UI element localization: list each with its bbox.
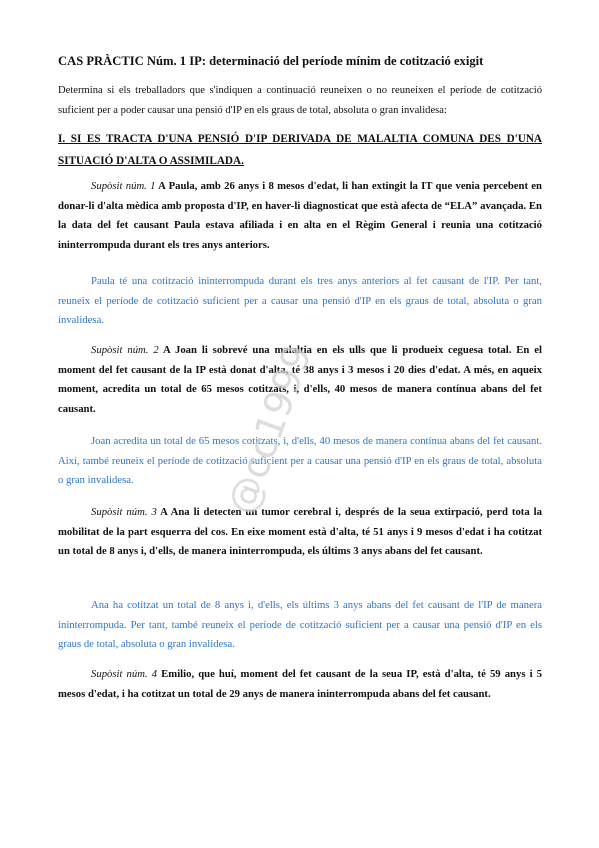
case-3-label: Supòsit núm. 3: [91, 506, 157, 518]
case-3-answer: Ana ha cotitzat un total de 8 anys i, d'ells, els últims 3 anys abans del fet causant de l'IP de manera ininterrompuda. Per tant, també reuneix el període de cotització suficient per a causar una pensió d'IP en els graus de total, absoluta o gran invalidesa.: [58, 599, 542, 651]
case-3-text: A Ana li detecten un tumor cerebral i, després de la seua extirpació, perd tota la mobilitat de la part esquerra del cos. En eixe moment està d'alta, té 51 anys i 9 mesos d'edat i ha cotitzat un total de 8 anys i, d'ells, de manera ininterrompuda, els últims 3 anys abans del fet causant.: [58, 506, 542, 558]
watermark: @cc1999: [218, 339, 321, 521]
case-2-answer: Joan acredita un total de 65 mesos cotitzats, i, d'ells, 40 mesos de manera contínua abans del fet causant. Així, també reuneix el període de cotització suficient per a causar una pensió d'IP en els graus de total, absoluta o gran invalidesa.: [58, 435, 542, 487]
document-title: CAS PRÀCTIC Núm. 1 IP: determinació del període mínim de cotització exigit: [58, 54, 484, 68]
section-heading: I. SI ES TRACTA D'UNA PENSIÓ D'IP DERIVADA DE MALALTIA COMUNA DES D'UNA SITUACIÓ D'ALTA O ASSIMILADA.: [58, 133, 542, 167]
case-1-text: A Paula, amb 26 anys i 8 mesos d'edat, li han extingit la IT que venia percebent en donar-li d'alta mèdica amb proposta d'IP, en haver-li diagnosticat que està afecta de “ELA” avançada. En la data del fet causant Paula estava afiliada i en alta en el Règim General i reunia una cotització ininterrompuda durant els tres anys anteriors.: [58, 180, 542, 251]
intro-paragraph: Determina si els treballadors que s'indiquen a continuació reuneixen o no reuneixen el període de cotització suficient per a poder causar una pensió d'IP en els graus de total, absoluta o gran invalidesa:: [58, 85, 542, 116]
case-3-statement: [58, 503, 542, 562]
case-2-label: Supòsit núm. 2: [91, 344, 159, 356]
case-1-answer: Paula té una cotització ininterrompuda durant els tres anys anteriors al fet causant de l'IP. Per tant, reuneix el període de cotització suficient per a causar una pensió d'IP en els graus de total, absoluta o gran invalidesa.: [58, 275, 542, 327]
case-4-label: Supòsit núm. 4: [91, 668, 158, 680]
case-4-statement: [58, 665, 542, 704]
case-2-text: A Joan li sobrevé una malaltia en els ulls que li produeix ceguesa total. En el moment del fet causant de la IP està donat d'alta, té 38 anys i 3 mesos i 20 dies d'edat. A més, en aqueix moment, acredita un total de 65 mesos cotitzats, i, d'ells, 40 mesos de manera contínua abans del fet causant.: [58, 344, 542, 415]
case-4-text: Emilio, que huí, moment del fet causant de la seua IP, està d'alta, té 59 anys i 5 mesos d'edat, i ha cotitzat un total de 29 anys de manera ininterrompuda abans del fet causant.: [58, 668, 542, 700]
case-1-statement: [58, 177, 542, 255]
case-1-label: Supòsit núm. 1: [91, 180, 156, 192]
